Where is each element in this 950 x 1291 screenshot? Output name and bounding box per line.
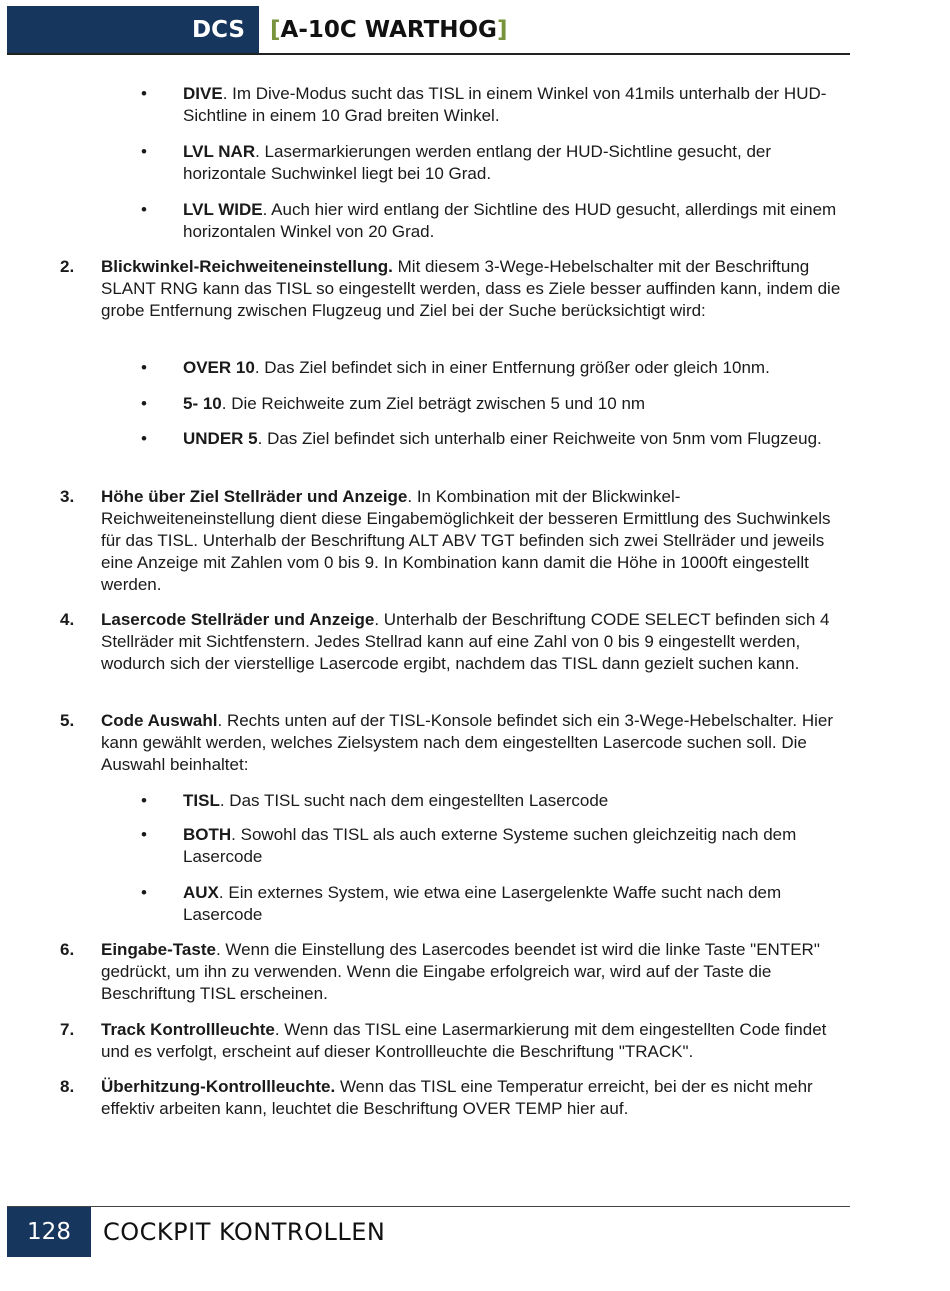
numbered-item	[101, 710, 841, 776]
bullet-marker: •	[141, 429, 147, 448]
item-text: . Ein externes System, wie etwa eine Lasergelenkte Waffe sucht nach dem Lasercode	[183, 883, 782, 924]
list-item	[183, 824, 843, 868]
item-text: . Das Ziel befindet sich in einer Entfernung größer oder gleich 10nm.	[254, 358, 770, 377]
item-text: . Auch hier wird entlang der Sichtline des HUD gesucht, allerdings mit einem horizontalen Winkel von 20 Grad.	[183, 200, 837, 241]
item-term: Höhe über Ziel Stellräder und Anzeige	[101, 487, 408, 506]
bracket-open: [	[270, 17, 281, 43]
item-term: Code Auswahl	[101, 711, 218, 730]
header-badge	[7, 6, 259, 53]
numbered-item	[101, 609, 841, 675]
bullet-marker: •	[141, 200, 147, 219]
item-term: Track Kontrollleuchte	[101, 1020, 275, 1039]
list-item	[183, 199, 843, 243]
numbered-item	[101, 256, 841, 322]
item-text: . Wenn das TISL eine Lasermarkierung mit dem eingestellten Code findet und es verfolgt, erscheint auf dieser Kontrollleuchte die Beschriftung "TRACK".	[101, 1020, 827, 1061]
bullet-marker: •	[141, 142, 147, 161]
item-term: Lasercode Stellräder und Anzeige	[101, 610, 375, 629]
item-term: Überhitzung-Kontrollleuchte.	[101, 1077, 336, 1096]
item-number: 7.	[60, 1020, 75, 1039]
header-title	[270, 12, 507, 48]
list-item	[183, 83, 843, 127]
section-title: COCKPIT KONTROLLEN	[103, 1218, 386, 1246]
item-term: Blickwinkel-Reichweiteneinstellung.	[101, 257, 393, 276]
item-term: DIVE	[183, 84, 223, 103]
list-item	[183, 428, 843, 450]
page-number-text: 128	[27, 1219, 71, 1245]
list-item	[183, 790, 843, 812]
bullet-marker: •	[141, 358, 147, 377]
item-term: UNDER 5	[183, 429, 258, 448]
footer-rule	[7, 1206, 850, 1207]
list-item	[183, 882, 843, 926]
header-title-text: A-10C WARTHOG	[280, 17, 497, 43]
item-number: 6.	[60, 940, 75, 959]
header-rule	[7, 53, 850, 55]
item-text: Mit diesem 3-Wege-Hebelschalter mit der Beschriftung SLANT RNG kann das TISL so eingestellt werden, dass es Ziele besser auffinden kann, indem die grobe Entfernung zwischen Flugzeug und Ziel bei der Suche berücksichtigt wird:	[101, 257, 841, 320]
numbered-item	[101, 939, 841, 1005]
list-item	[183, 357, 843, 379]
item-term: BOTH	[183, 825, 232, 844]
page-number	[7, 1207, 91, 1257]
item-text: . In Kombination mit der Blickwinkel-Reichweiteneinstellung dient diese Eingabemöglichkeit der besseren Ermittlung des Suchwinkels für das TISL. Unterhalb der Beschriftung ALT ABV TGT befinden sich zwei Stellräder und jeweils eine Anzeige mit Zahlen vom 0 bis 9. In Kombination kann damit die Höhe in 1000ft eingestellt werden.	[101, 487, 831, 594]
numbered-item	[101, 1076, 841, 1120]
item-term: LVL NAR	[183, 142, 256, 161]
item-term: Eingabe-Taste	[101, 940, 216, 959]
item-text: . Im Dive-Modus sucht das TISL in einem Winkel von 41mils unterhalb der HUD-Sichtline in einem 10 Grad breiten Winkel.	[183, 84, 827, 125]
item-text: . Rechts unten auf der TISL-Konsole befindet sich ein 3-Wege-Hebelschalter. Hier kann gewählt werden, welches Zielsystem nach dem eingestellten Lasercode suchen soll. Die Auswahl beinhaltet:	[101, 711, 833, 774]
numbered-item	[101, 1019, 841, 1063]
item-term: AUX	[183, 883, 219, 902]
bullet-marker: •	[141, 883, 147, 902]
bullet-marker: •	[141, 394, 147, 413]
item-text: . Das Ziel befindet sich unterhalb einer Reichweite von 5nm vom Flugzeug.	[257, 429, 822, 448]
item-number: 5.	[60, 711, 75, 730]
item-term: 5- 10	[183, 394, 222, 413]
item-number: 3.	[60, 487, 75, 506]
item-term: LVL WIDE	[183, 200, 263, 219]
item-term: TISL	[183, 791, 220, 810]
header-badge-text: DCS	[192, 16, 245, 43]
item-term: OVER 10	[183, 358, 255, 377]
list-item	[183, 141, 843, 185]
item-text: . Die Reichweite zum Ziel beträgt zwischen 5 und 10 nm	[221, 394, 646, 413]
item-text: . Das TISL sucht nach dem eingestellten Lasercode	[219, 791, 609, 810]
list-item	[183, 393, 843, 415]
item-text: . Lasermarkierungen werden entlang der HUD-Sichtline gesucht, der horizontale Suchwinkel liegt bei 10 Grad.	[183, 142, 772, 183]
item-text: . Wenn die Einstellung des Lasercodes beendet ist wird die linke Taste "ENTER" gedrückt, um ihn zu verwenden. Wenn die Eingabe erfolgreich war, wird auf der Taste die Beschriftung TISL erscheinen.	[101, 940, 820, 1003]
bullet-marker: •	[141, 791, 147, 810]
item-number: 4.	[60, 610, 75, 629]
item-number: 8.	[60, 1077, 75, 1096]
bracket-close: ]	[496, 17, 508, 43]
item-number: 2.	[60, 257, 75, 276]
item-text: . Unterhalb der Beschriftung CODE SELECT befinden sich 4 Stellräder mit Sichtfenstern. Jedes Stellrad kann auf eine Zahl von 0 bis 9 eingestellt werden, wodurch sich der vierstellige Lasercode ergibt, nachdem das TISL dann gezielt suchen kann.	[101, 610, 830, 673]
item-text: . Sowohl das TISL als auch externe Systeme suchen gleichzeitig nach dem Lasercode	[183, 825, 797, 866]
numbered-item	[101, 486, 841, 596]
item-text: Wenn das TISL eine Temperatur erreicht, bei der es nicht mehr effektiv arbeiten kann, leuchtet die Beschriftung OVER TEMP hier auf.	[101, 1077, 813, 1118]
bullet-marker: •	[141, 84, 147, 103]
bullet-marker: •	[141, 825, 147, 844]
